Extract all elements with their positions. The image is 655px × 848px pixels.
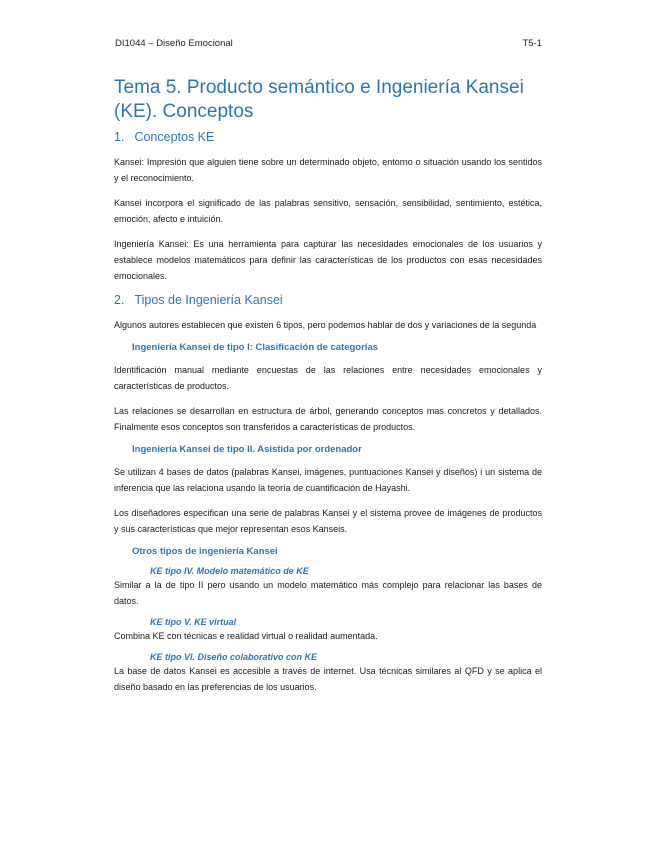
section-heading-1 — [114, 130, 542, 144]
paragraph-type2-a: Se utilizan 4 bases de datos (palabras Kansei, imágenes, puntuaciones Kansei y diseños) i un sistema de inferencia que las relaciona usando la teoría de cuantificación de Hayashi. — [114, 467, 542, 493]
header-page-number: T5-1 — [522, 38, 542, 49]
header-course: DI1044 – Diseño Emocional — [115, 38, 233, 49]
section-number: 1. — [114, 130, 125, 144]
paragraph-type2-b: Los diseñadores especifican una serie de palabras Kansei y el sistema provee de imágenes de productos y sus características que mejor representan esos Kanseis. — [114, 508, 542, 534]
paragraph-ke-definition: Ingeniería Kansei: Es una herramienta para capturar las necesidades emocionales de los usuarios y establece modelos matemáticos para definir las características de los productos con esas necesidades emocionales. — [114, 239, 542, 281]
ke-type-5-text: Combina KE con técnicas e realidad virtual o realidad aumentada. — [114, 631, 378, 641]
ke-type-6-label: KE tipo VI. Diseño colaborativo con KE — [150, 652, 318, 662]
section-heading-2 — [114, 293, 542, 307]
paragraph-types-intro: Algunos autores establecen que existen 6 tipos, pero podemos hablar de dos y variaciones de la segunda — [114, 320, 537, 330]
subheading-type-1: Ingeniería Kansei de tipo I: Clasificación de categorías — [132, 342, 379, 353]
paragraph-kansei-meaning: Kansei incorpora el significado de las palabras sensitivo, sensación, sensibilidad, sentimiento, estética, emoción, afecto e intuición. — [114, 198, 542, 224]
ke-type-5-label: KE tipo V. KE virtual — [150, 617, 237, 627]
document-body — [114, 76, 542, 703]
ke-type-6-text: La base de datos Kansei es accesible a través de internet. Usa técnicas similares al QFD y se aplica el diseño basado en las preferencias de los usuarios. — [114, 666, 542, 692]
subheading-type-2: Ingeniería Kansei de tipo II. Asistida por ordenador — [132, 444, 362, 455]
section-number: 2. — [114, 293, 125, 307]
paragraph-kansei-definition: Kansei: Impresión que alguien tiene sobre un determinado objeto, entorno o situación usando los sentidos y el reconocimiento. — [114, 157, 542, 183]
paragraph-type1-a: Identificación manual mediante encuestas de las relaciones entre necesidades emocionales y características de productos. — [114, 365, 542, 391]
paragraph-type1-b: Las relaciones se desarrollan en estructura de árbol, generando conceptos mas concretos y detallados. Finalmente esos conceptos son transferidos a características de productos. — [114, 406, 542, 432]
subheading-other-types: Otros tipos de ingeniería Kansei — [132, 546, 278, 557]
page-header — [115, 38, 542, 49]
ke-type-4-text: Similar a la de tipo II pero usando un modelo matemático más complejo para relacionar las bases de datos. — [114, 580, 542, 606]
section-title: Tipos de Ingeniería Kansei — [134, 293, 283, 307]
document-title: Tema 5. Producto semántico e Ingeniería Kansei (KE). Conceptos — [114, 77, 524, 122]
ke-type-4-label: KE tipo IV. Modelo matemático de KE — [150, 566, 309, 576]
section-title: Conceptos KE — [134, 130, 215, 144]
